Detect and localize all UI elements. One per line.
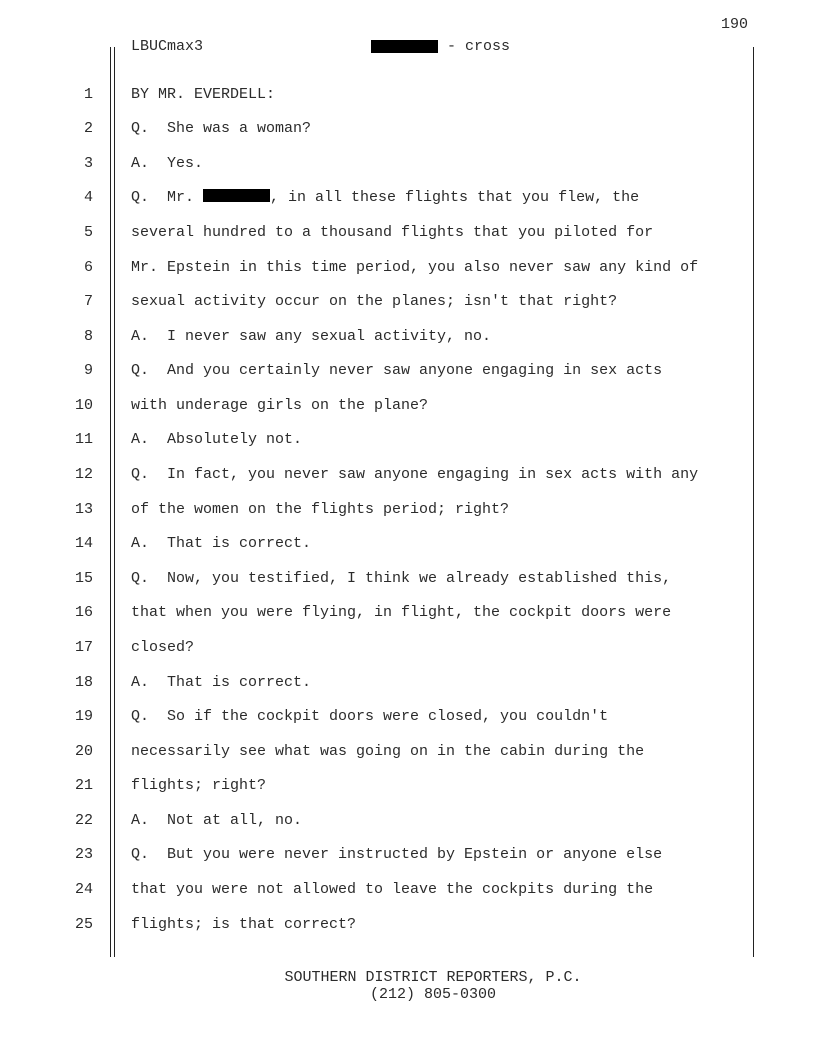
line-text: flights; right? (131, 777, 267, 794)
line-number: 17 (74, 639, 93, 656)
transcript-line (0, 777, 816, 799)
line-text: A. Absolutely not. (131, 431, 303, 448)
line-text: A. I never saw any sexual activity, no. (131, 328, 492, 345)
line-number: 23 (74, 846, 93, 863)
line-text: of the women on the flights period; right? (131, 501, 510, 518)
line-number: 16 (74, 604, 93, 621)
transcript-line (0, 155, 816, 177)
line-text (131, 189, 639, 206)
header-witness (371, 38, 510, 55)
line-text: necessarily see what was going on in the cabin during the (131, 743, 645, 760)
line-number: 24 (74, 881, 93, 898)
line-text: Q. And you certainly never saw anyone engaging in sex acts (131, 362, 663, 379)
redaction-bar (371, 40, 438, 53)
line-number: 6 (83, 259, 93, 276)
transcript-line (0, 812, 816, 834)
line-number: 9 (83, 362, 93, 379)
transcript-line (0, 846, 816, 868)
transcript-line (0, 431, 816, 453)
line-text: Q. In fact, you never saw anyone engaging in sex acts with any (131, 466, 699, 483)
transcript-line (0, 328, 816, 350)
redaction-bar (203, 189, 270, 202)
line-number: 18 (74, 674, 93, 691)
line-text: flights; is that correct? (131, 916, 357, 933)
line-number: 14 (74, 535, 93, 552)
line-number: 3 (83, 155, 93, 172)
footer (0, 969, 816, 1003)
transcript-line (0, 362, 816, 384)
transcript-line (0, 189, 816, 211)
line-number: 8 (83, 328, 93, 345)
line-number: 1 (83, 86, 93, 103)
line-number: 12 (74, 466, 93, 483)
line-text-after-redaction: , in all these flights that you flew, the (270, 189, 640, 206)
line-text: A. That is correct. (131, 674, 312, 691)
line-text-before-redaction: Q. Mr. (131, 189, 204, 206)
line-text: that when you were flying, in flight, the cockpit doors were (131, 604, 672, 621)
line-text: A. Not at all, no. (131, 812, 303, 829)
header-case-code: LBUCmax3 (131, 38, 204, 55)
transcript-line (0, 916, 816, 938)
line-number: 21 (74, 777, 93, 794)
footer-phone: (212) 805-0300 (369, 986, 497, 1003)
transcript-line (0, 639, 816, 661)
line-number: 19 (74, 708, 93, 725)
line-text: Q. She was a woman? (131, 120, 312, 137)
line-text: several hundred to a thousand flights that you piloted for (131, 224, 654, 241)
line-number: 5 (83, 224, 93, 241)
line-number: 20 (74, 743, 93, 760)
line-number: 7 (83, 293, 93, 310)
transcript-line (0, 86, 816, 108)
transcript-line (0, 293, 816, 315)
footer-reporter: SOUTHERN DISTRICT REPORTERS, P.C. (284, 969, 582, 986)
line-number: 13 (74, 501, 93, 518)
line-number: 15 (74, 570, 93, 587)
line-text: Q. Now, you testified, I think we already established this, (131, 570, 672, 587)
transcript-line (0, 743, 816, 765)
line-text: that you were not allowed to leave the cockpits during the (131, 881, 654, 898)
line-text: Q. But you were never instructed by Epstein or anyone else (131, 846, 663, 863)
transcript-line (0, 259, 816, 281)
line-text: Q. So if the cockpit doors were closed, you couldn't (131, 708, 609, 725)
line-text: with underage girls on the plane? (131, 397, 429, 414)
page-number: 190 (720, 16, 748, 33)
line-text: A. That is correct. (131, 535, 312, 552)
transcript-line (0, 466, 816, 488)
line-text: sexual activity occur on the planes; isn't that right? (131, 293, 618, 310)
header-witness-suffix: - cross (438, 38, 511, 55)
line-number: 4 (83, 189, 93, 206)
line-number: 25 (74, 916, 93, 933)
line-number: 22 (74, 812, 93, 829)
transcript-line (0, 535, 816, 557)
transcript-line (0, 120, 816, 142)
line-text: Mr. Epstein in this time period, you also never saw any kind of (131, 259, 699, 276)
line-text: closed? (131, 639, 195, 656)
line-text: A. Yes. (131, 155, 204, 172)
transcript-line (0, 570, 816, 592)
line-number: 10 (74, 397, 93, 414)
transcript-line (0, 604, 816, 626)
transcript-line (0, 501, 816, 523)
transcript-line (0, 674, 816, 696)
line-number: 2 (83, 120, 93, 137)
line-text: BY MR. EVERDELL: (131, 86, 276, 103)
transcript-line (0, 881, 816, 903)
transcript-line (0, 397, 816, 419)
transcript-line (0, 708, 816, 730)
transcript-line (0, 224, 816, 246)
line-number: 11 (74, 431, 93, 448)
